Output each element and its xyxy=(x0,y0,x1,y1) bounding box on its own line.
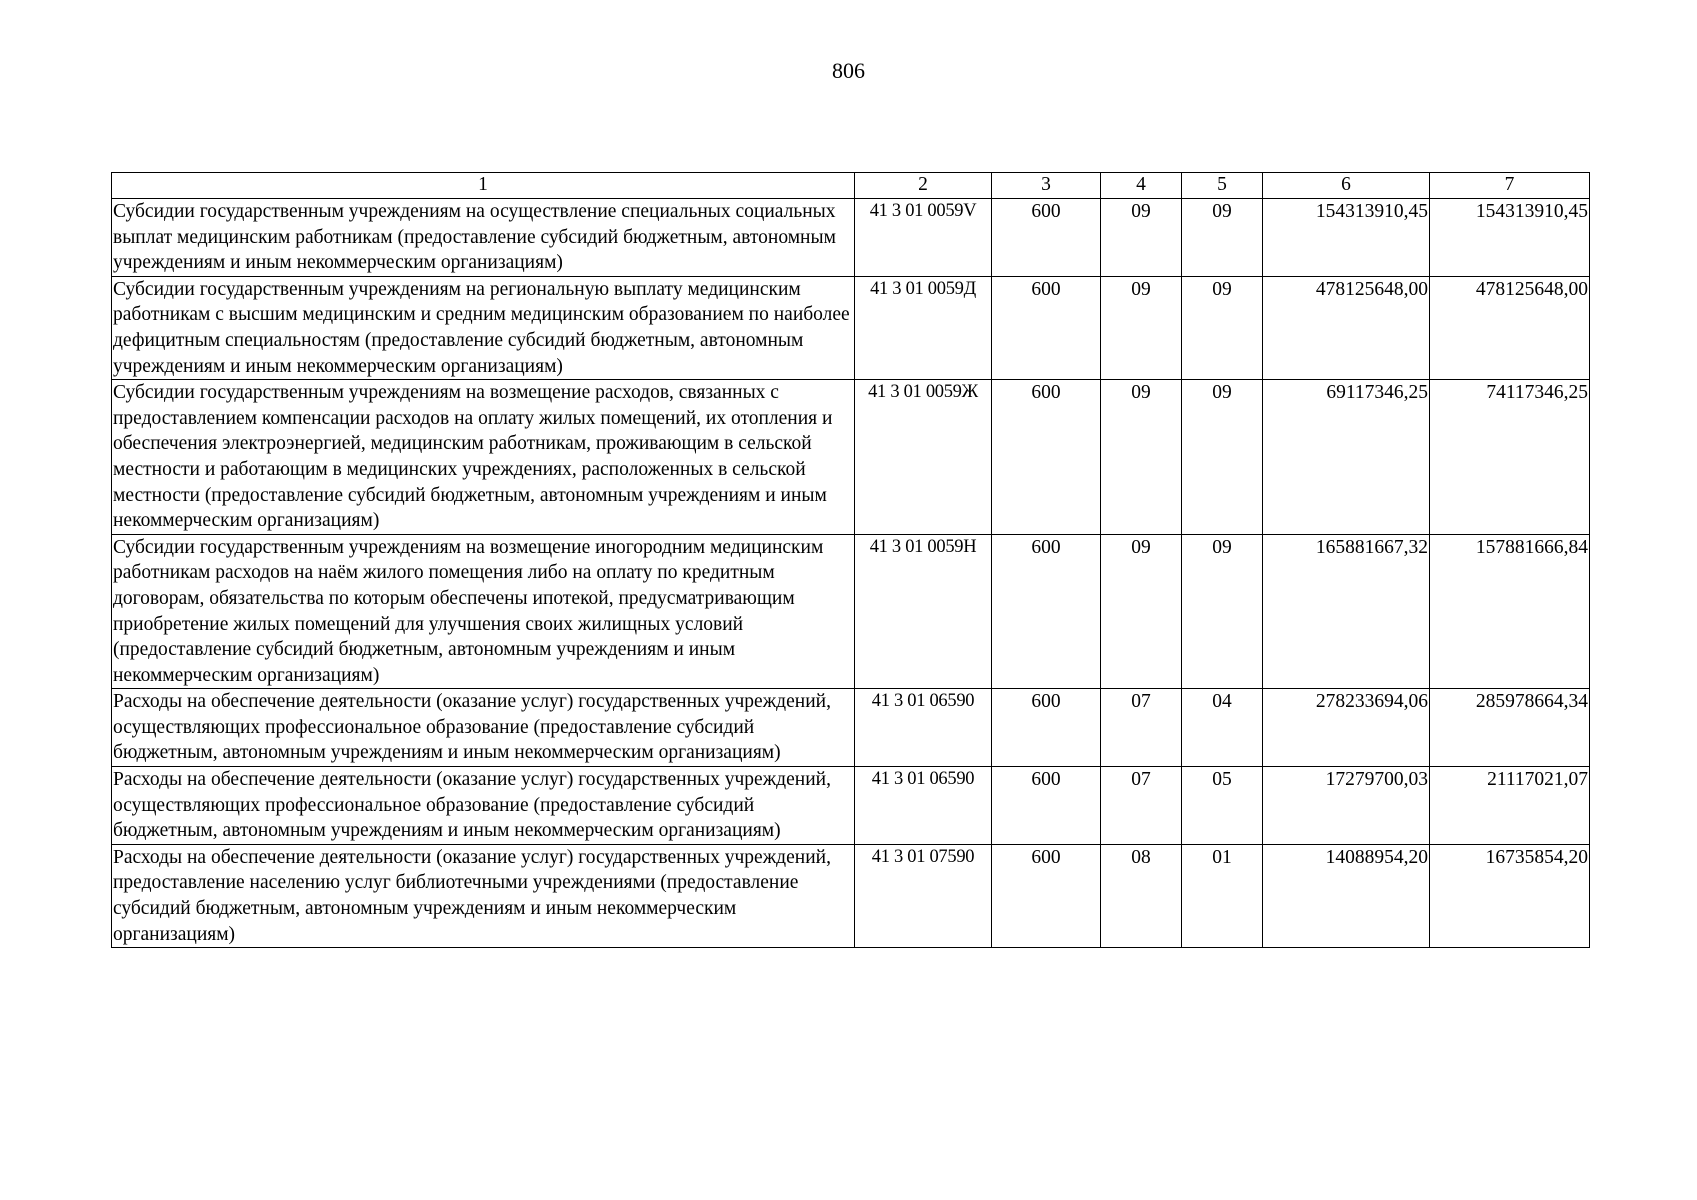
expense-name: Субсидии государственным учреждениям на осуществление специальных социальных выплат медицинским работникам (предоставление субсидий бюджетным, автономным учреждениям и иным некоммерческим организациям) xyxy=(112,199,855,277)
expense-type: 600 xyxy=(992,767,1101,845)
expense-name: Субсидии государственным учреждениям на региональную выплату медицинским работникам с высшим медицинским и средним медицинским образованием по наиболее дефицитным специальностям (предоставление субсидий бюджетным, автономным учреждениям и иным некоммерческим организациям) xyxy=(112,276,855,379)
amount-col7: 154313910,45 xyxy=(1430,199,1590,277)
expense-type: 600 xyxy=(992,689,1101,767)
subsection: 09 xyxy=(1182,199,1263,277)
expense-type: 600 xyxy=(992,199,1101,277)
subsection: 04 xyxy=(1182,689,1263,767)
section: 09 xyxy=(1101,199,1182,277)
header-cell: 4 xyxy=(1101,173,1182,199)
table-row xyxy=(112,689,1590,767)
amount-col7: 285978664,34 xyxy=(1430,689,1590,767)
target-article-code: 41 3 01 06590 xyxy=(855,767,992,845)
target-article-code: 41 3 01 07590 xyxy=(855,844,992,947)
expense-name: Субсидии государственным учреждениям на возмещение расходов, связанных с предоставлением компенсации расходов на оплату жилых помещений, их отопления и обеспечения электроэнергией, медицинским работникам, проживающим в сельской местности и работающим в медицинских учреждениях, расположенных в сельской местности (предоставление субсидий бюджетным, автономным учреждениям и иным некоммерческим организациям) xyxy=(112,380,855,535)
header-cell: 7 xyxy=(1430,173,1590,199)
amount-col7: 21117021,07 xyxy=(1430,767,1590,845)
budget-table xyxy=(111,172,1590,948)
target-article-code: 41 3 01 06590 xyxy=(855,689,992,767)
expense-type: 600 xyxy=(992,380,1101,535)
section: 07 xyxy=(1101,689,1182,767)
amount-col7: 157881666,84 xyxy=(1430,534,1590,689)
expense-type: 600 xyxy=(992,534,1101,689)
page-number: 806 xyxy=(832,58,865,83)
section: 07 xyxy=(1101,767,1182,845)
subsection: 05 xyxy=(1182,767,1263,845)
amount-col7: 478125648,00 xyxy=(1430,276,1590,379)
table-row xyxy=(112,276,1590,379)
target-article-code: 41 3 01 0059V xyxy=(855,199,992,277)
subsection: 09 xyxy=(1182,380,1263,535)
amount-col7: 74117346,25 xyxy=(1430,380,1590,535)
header-cell: 3 xyxy=(992,173,1101,199)
expense-type: 600 xyxy=(992,844,1101,947)
amount-col6: 69117346,25 xyxy=(1263,380,1430,535)
section: 09 xyxy=(1101,534,1182,689)
header-cell: 6 xyxy=(1263,173,1430,199)
table-row xyxy=(112,380,1590,535)
table-row xyxy=(112,844,1590,947)
expense-name: Расходы на обеспечение деятельности (оказание услуг) государственных учреждений, осуществляющих профессиональное образование (предоставление субсидий бюджетным, автономным учреждениям и иным некоммерческим организациям) xyxy=(112,767,855,845)
header-cell: 1 xyxy=(112,173,855,199)
expense-name: Расходы на обеспечение деятельности (оказание услуг) государственных учреждений, осуществляющих профессиональное образование (предоставление субсидий бюджетным, автономным учреждениям и иным некоммерческим организациям) xyxy=(112,689,855,767)
section: 09 xyxy=(1101,276,1182,379)
expense-name: Субсидии государственным учреждениям на возмещение иногородним медицинским работникам расходов на наём жилого помещения либо на оплату по кредитным договорам, обязательства по которым обеспечены ипотекой, предусматривающим приобретение жилых помещений для улучшения своих жилищных условий (предоставление субсидий бюджетным, автономным учреждениям и иным некоммерческим организациям) xyxy=(112,534,855,689)
section: 08 xyxy=(1101,844,1182,947)
target-article-code: 41 3 01 0059Д xyxy=(855,276,992,379)
amount-col6: 278233694,06 xyxy=(1263,689,1430,767)
table-row xyxy=(112,767,1590,845)
expense-type: 600 xyxy=(992,276,1101,379)
amount-col6: 478125648,00 xyxy=(1263,276,1430,379)
amount-col6: 154313910,45 xyxy=(1263,199,1430,277)
section: 09 xyxy=(1101,380,1182,535)
subsection: 09 xyxy=(1182,534,1263,689)
amount-col7: 16735854,20 xyxy=(1430,844,1590,947)
header-row xyxy=(112,173,1590,199)
header-cell: 5 xyxy=(1182,173,1263,199)
table-row xyxy=(112,534,1590,689)
amount-col6: 14088954,20 xyxy=(1263,844,1430,947)
target-article-code: 41 3 01 0059Н xyxy=(855,534,992,689)
subsection: 01 xyxy=(1182,844,1263,947)
expense-name: Расходы на обеспечение деятельности (оказание услуг) государственных учреждений, предоставление населению услуг библиотечными учреждениями (предоставление субсидий бюджетным, автономным учреждениям и иным некоммерческим организациям) xyxy=(112,844,855,947)
target-article-code: 41 3 01 0059Ж xyxy=(855,380,992,535)
subsection: 09 xyxy=(1182,276,1263,379)
amount-col6: 165881667,32 xyxy=(1263,534,1430,689)
header-cell: 2 xyxy=(855,173,992,199)
amount-col6: 17279700,03 xyxy=(1263,767,1430,845)
table-row xyxy=(112,199,1590,277)
